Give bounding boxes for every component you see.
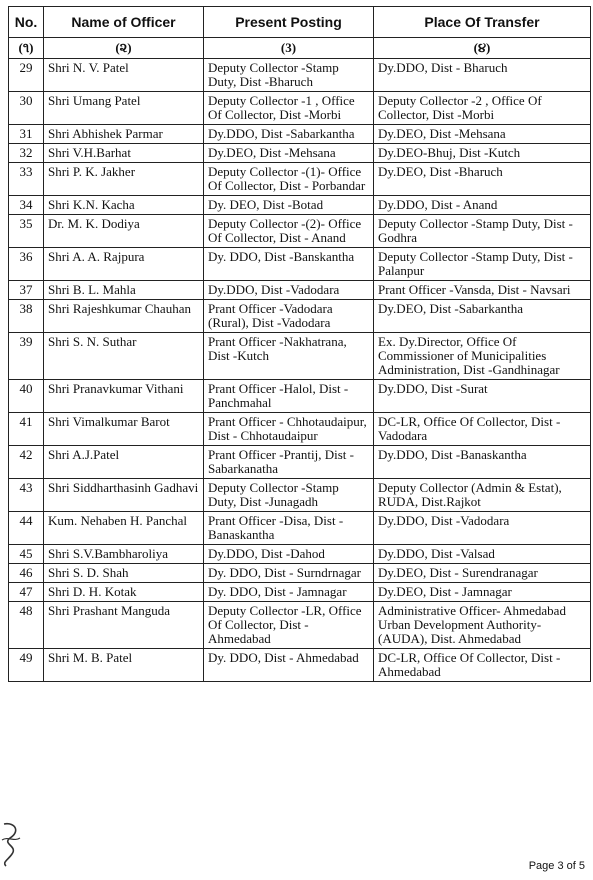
officer-number: 39 [9, 333, 44, 380]
table-row [9, 144, 591, 163]
place-of-transfer: Ex. Dy.Director, Office Of Commissioner of Municipalities Administration, Dist -Gandhinagar [374, 333, 591, 380]
table-row [9, 583, 591, 602]
header-row [9, 7, 591, 38]
table-row [9, 333, 591, 380]
officer-number: 47 [9, 583, 44, 602]
present-posting: Dy.DDO, Dist -Vadodara [204, 281, 374, 300]
table-row [9, 215, 591, 248]
present-posting: Deputy Collector -1 , Office Of Collector, Dist -Morbi [204, 92, 374, 125]
officer-number: 40 [9, 380, 44, 413]
table-row [9, 380, 591, 413]
officer-name: Shri Vimalkumar Barot [44, 413, 204, 446]
present-posting: Deputy Collector -Stamp Duty, Dist -Bharuch [204, 59, 374, 92]
table-row [9, 512, 591, 545]
page-number: Page 3 of 5 [528, 860, 585, 872]
officer-name: Shri K.N. Kacha [44, 196, 204, 215]
officer-name: Shri N. V. Patel [44, 59, 204, 92]
place-of-transfer: Dy.DEO, Dist - Surendranagar [374, 564, 591, 583]
header-present-posting: Present Posting [204, 7, 374, 38]
header-name: Name of Officer [44, 7, 204, 38]
place-of-transfer: Dy.DDO, Dist - Bharuch [374, 59, 591, 92]
officer-number: 42 [9, 446, 44, 479]
present-posting: Deputy Collector -Stamp Duty, Dist -Junagadh [204, 479, 374, 512]
place-of-transfer: Dy.DDO, Dist -Vadodara [374, 512, 591, 545]
present-posting: Prant Officer -Vadodara (Rural), Dist -Vadodara [204, 300, 374, 333]
officer-name: Shri Pranavkumar Vithani [44, 380, 204, 413]
present-posting: Deputy Collector -(1)- Office Of Collector, Dist - Porbandar [204, 163, 374, 196]
officer-number: 45 [9, 545, 44, 564]
place-of-transfer: DC-LR, Office Of Collector, Dist -Vadodara [374, 413, 591, 446]
present-posting: Dy.DDO, Dist -Dahod [204, 545, 374, 564]
present-posting: Dy. DDO, Dist - Ahmedabad [204, 649, 374, 682]
officer-number: 33 [9, 163, 44, 196]
present-posting: Dy. DDO, Dist - Jamnagar [204, 583, 374, 602]
officer-number: 43 [9, 479, 44, 512]
present-posting: Prant Officer -Halol, Dist - Panchmahal [204, 380, 374, 413]
table-row [9, 281, 591, 300]
present-posting: Prant Officer -Nakhatrana, Dist -Kutch [204, 333, 374, 380]
officer-number: 36 [9, 248, 44, 281]
officer-name: Shri Umang Patel [44, 92, 204, 125]
table-row [9, 92, 591, 125]
officer-name: Shri P. K. Jakher [44, 163, 204, 196]
table-row [9, 602, 591, 649]
officer-number: 49 [9, 649, 44, 682]
officer-number: 31 [9, 125, 44, 144]
column-number: (૪) [374, 38, 591, 59]
officer-name: Shri Prashant Manguda [44, 602, 204, 649]
table-row [9, 545, 591, 564]
officer-number: 48 [9, 602, 44, 649]
officer-name: Shri A.J.Patel [44, 446, 204, 479]
place-of-transfer: Dy.DDO, Dist -Valsad [374, 545, 591, 564]
place-of-transfer: DC-LR, Office Of Collector, Dist - Ahmedabad [374, 649, 591, 682]
officer-number: 41 [9, 413, 44, 446]
header-place-of-transfer: Place Of Transfer [374, 7, 591, 38]
column-number: (૧) [9, 38, 44, 59]
officer-number: 32 [9, 144, 44, 163]
table-row [9, 446, 591, 479]
place-of-transfer: Deputy Collector -Stamp Duty, Dist -Palanpur [374, 248, 591, 281]
officer-number: 35 [9, 215, 44, 248]
header-no: No. [9, 7, 44, 38]
present-posting: Dy. DEO, Dist -Botad [204, 196, 374, 215]
officer-number: 34 [9, 196, 44, 215]
officer-name: Kum. Nehaben H. Panchal [44, 512, 204, 545]
signature-mark [0, 818, 26, 873]
officer-name: Dr. M. K. Dodiya [44, 215, 204, 248]
place-of-transfer: Deputy Collector -2 , Office Of Collector, Dist -Morbi [374, 92, 591, 125]
table-row [9, 300, 591, 333]
table-row [9, 413, 591, 446]
place-of-transfer: Dy.DEO, Dist -Sabarkantha [374, 300, 591, 333]
column-number-row [9, 38, 591, 59]
officer-number: 37 [9, 281, 44, 300]
place-of-transfer: Dy.DDO, Dist - Anand [374, 196, 591, 215]
document-page [8, 6, 590, 682]
place-of-transfer: Dy.DDO, Dist -Surat [374, 380, 591, 413]
present-posting: Dy.DEO, Dist -Mehsana [204, 144, 374, 163]
table-row [9, 248, 591, 281]
officer-name: Shri B. L. Mahla [44, 281, 204, 300]
present-posting: Dy. DDO, Dist -Banskantha [204, 248, 374, 281]
officer-name: Shri Siddharthasinh Gadhavi [44, 479, 204, 512]
officer-name: Shri S.V.Bambharoliya [44, 545, 204, 564]
officer-number: 46 [9, 564, 44, 583]
present-posting: Deputy Collector -LR, Office Of Collector, Dist - Ahmedabad [204, 602, 374, 649]
present-posting: Deputy Collector -(2)- Office Of Collector, Dist - Anand [204, 215, 374, 248]
officer-name: Shri Abhishek Parmar [44, 125, 204, 144]
officer-name: Shri S. N. Suthar [44, 333, 204, 380]
table-row [9, 59, 591, 92]
table-row [9, 163, 591, 196]
present-posting: Prant Officer -Disa, Dist - Banaskantha [204, 512, 374, 545]
table-row [9, 649, 591, 682]
place-of-transfer: Dy.DEO, Dist - Jamnagar [374, 583, 591, 602]
officer-name: Shri S. D. Shah [44, 564, 204, 583]
present-posting: Prant Officer - Chhotaudaipur, Dist - Chhotaudaipur [204, 413, 374, 446]
present-posting: Dy. DDO, Dist - Surndrnagar [204, 564, 374, 583]
officer-number: 38 [9, 300, 44, 333]
table-row [9, 125, 591, 144]
officer-number: 44 [9, 512, 44, 545]
officer-number: 30 [9, 92, 44, 125]
officer-name: Shri Rajeshkumar Chauhan [44, 300, 204, 333]
place-of-transfer: Dy.DDO, Dist -Banaskantha [374, 446, 591, 479]
transfer-table [8, 6, 591, 682]
place-of-transfer: Deputy Collector (Admin & Estat), RUDA, Dist.Rajkot [374, 479, 591, 512]
place-of-transfer: Dy.DEO-Bhuj, Dist -Kutch [374, 144, 591, 163]
column-number: (૨) [44, 38, 204, 59]
officer-name: Shri V.H.Barhat [44, 144, 204, 163]
present-posting: Dy.DDO, Dist -Sabarkantha [204, 125, 374, 144]
officer-number: 29 [9, 59, 44, 92]
table-row [9, 196, 591, 215]
officer-name: Shri D. H. Kotak [44, 583, 204, 602]
table-row [9, 564, 591, 583]
column-number: (3) [204, 38, 374, 59]
place-of-transfer: Dy.DEO, Dist -Mehsana [374, 125, 591, 144]
place-of-transfer: Administrative Officer- Ahmedabad Urban Development Authority-(AUDA), Dist. Ahmedabad [374, 602, 591, 649]
place-of-transfer: Dy.DEO, Dist -Bharuch [374, 163, 591, 196]
place-of-transfer: Prant Officer -Vansda, Dist - Navsari [374, 281, 591, 300]
table-row [9, 479, 591, 512]
officer-name: Shri M. B. Patel [44, 649, 204, 682]
place-of-transfer: Deputy Collector -Stamp Duty, Dist -Godhra [374, 215, 591, 248]
officer-name: Shri A. A. Rajpura [44, 248, 204, 281]
present-posting: Prant Officer -Prantij, Dist - Sabarkanatha [204, 446, 374, 479]
